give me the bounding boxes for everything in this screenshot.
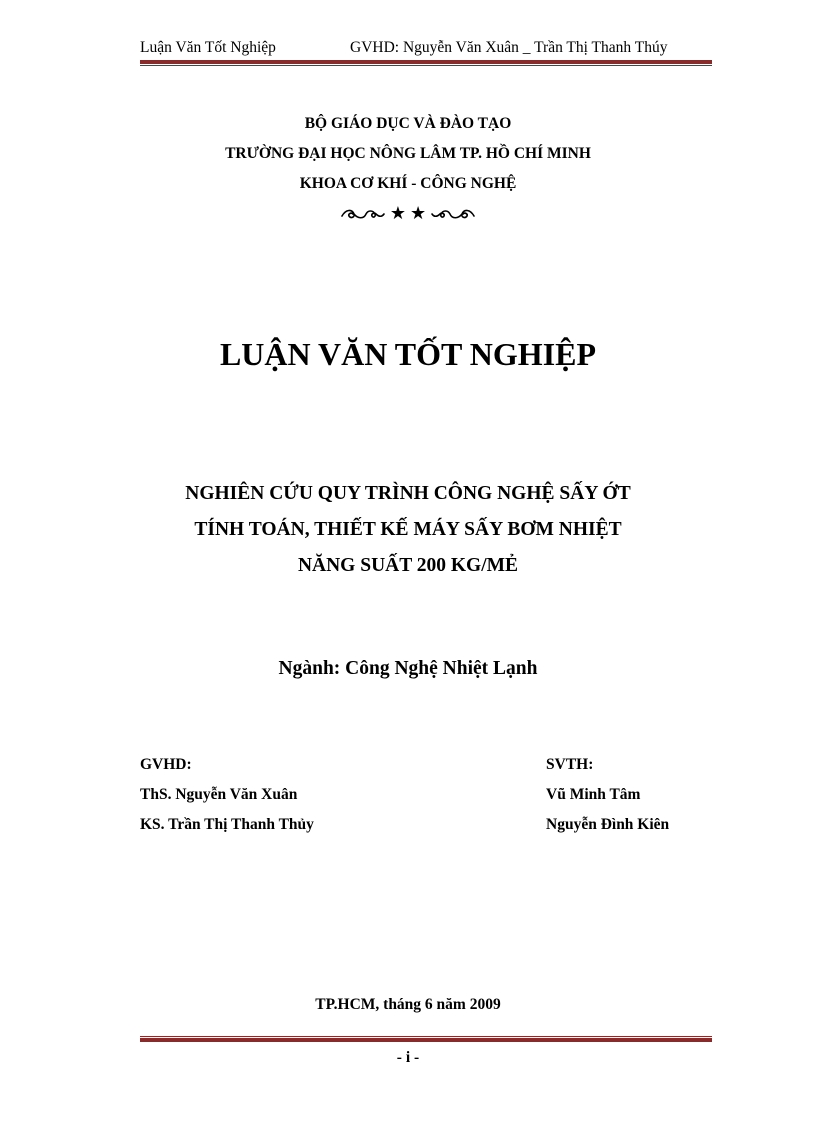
title-ornament <box>0 205 816 223</box>
major: Ngành: Công Nghệ Nhiệt Lạnh <box>278 658 538 679</box>
advisor-name: ThS. Nguyễn Văn Xuân <box>140 786 298 803</box>
star-icon: ★ <box>410 203 427 224</box>
advisor-name: KS. Trần Thị Thanh Thủy <box>140 816 314 833</box>
running-header-left: Luận Văn Tốt Nghiệp <box>140 39 276 56</box>
ministry-name: BỘ GIÁO DỤC VÀ ĐÀO TẠO <box>304 115 512 132</box>
flourish-left-icon <box>340 207 386 221</box>
student-name: Vũ Minh Tâm <box>546 786 641 803</box>
flourish-right-icon <box>430 207 476 221</box>
place-date: TP.HCM, tháng 6 năm 2009 <box>315 996 501 1013</box>
footer-rule <box>140 1036 712 1042</box>
topic-line-1: NGHIÊN CỨU QUY TRÌNH CÔNG NGHỆ SẤY ỚT <box>185 483 631 504</box>
topic-line-3: NĂNG SUẤT 200 KG/MẺ <box>297 555 519 576</box>
advisors-label: GVHD: <box>140 756 192 773</box>
running-header-right: GVHD: Nguyễn Văn Xuân _ Trần Thị Thanh Thúy <box>350 39 668 56</box>
students-label: SVTH: <box>546 756 594 773</box>
topic-line-2: TÍNH TOÁN, THIẾT KẾ MÁY SẤY BƠM NHIỆT <box>194 519 622 540</box>
thesis-title: LUẬN VĂN TỐT NGHIỆP <box>219 336 597 372</box>
student-name: Nguyễn Đình Kiên <box>546 816 670 833</box>
faculty-name: KHOA CƠ KHÍ - CÔNG NGHỆ <box>299 175 517 192</box>
star-icon: ★ <box>389 203 406 224</box>
university-name: TRƯỜNG ĐẠI HỌC NÔNG LÂM TP. HỒ CHÍ MINH <box>225 145 591 162</box>
header-rule <box>140 60 712 66</box>
page-number: - i - <box>396 1049 420 1066</box>
